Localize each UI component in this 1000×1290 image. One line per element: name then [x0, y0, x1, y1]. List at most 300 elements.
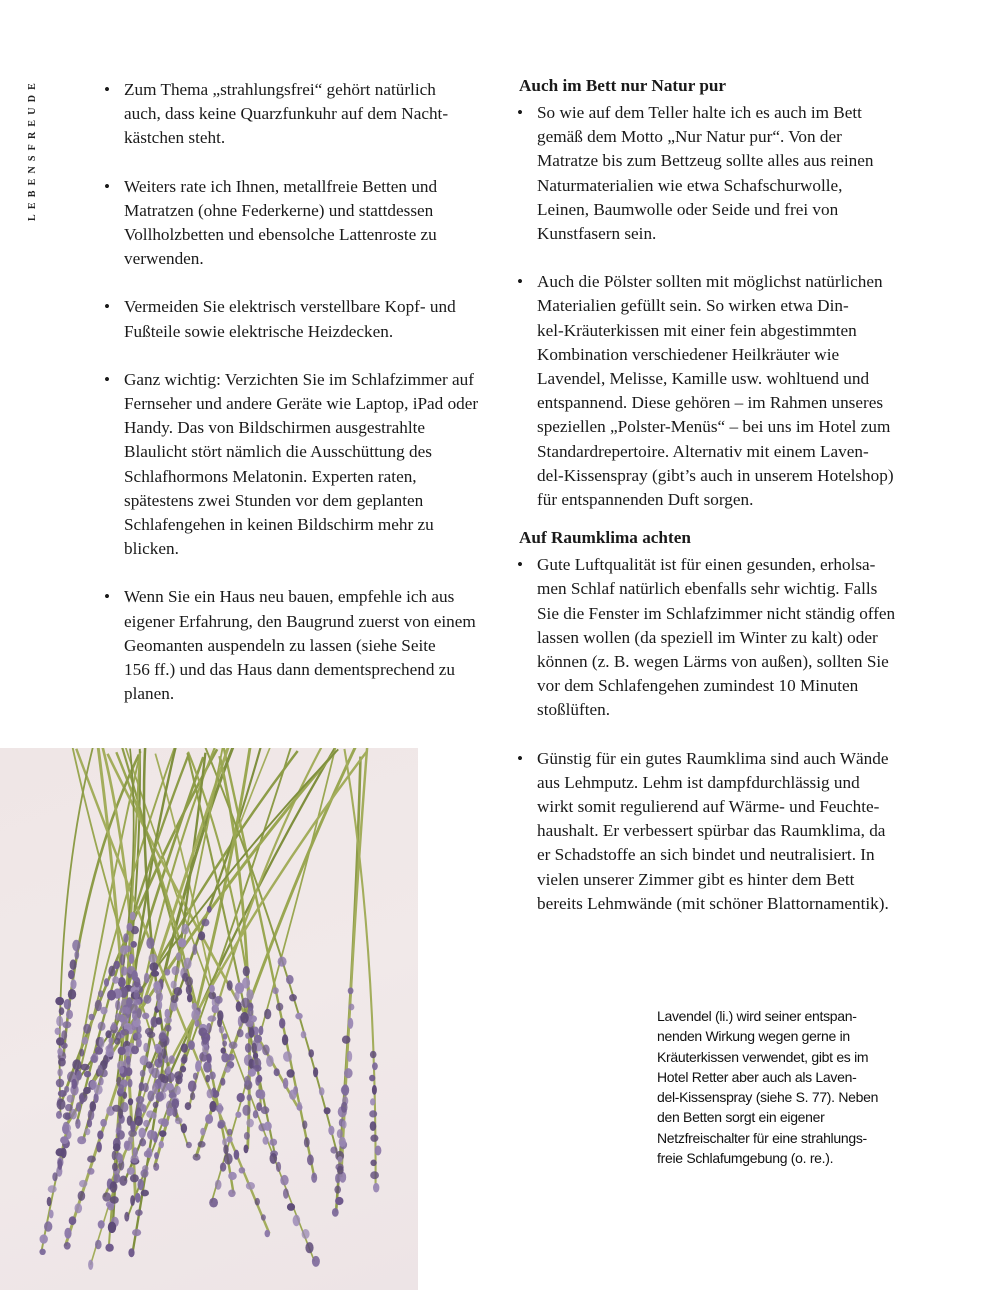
lavender-bud — [159, 1130, 166, 1137]
lavender-bud — [124, 1212, 129, 1222]
list-item-text: So wie auf dem Teller halte ich es auch im Bett gemäß dem Motto „Nur Natur pur“. Von der Matratze bis zum Bettzeug sollte alles aus reinen Naturmaterialien wie etwa Schafschurwolle, Leinen, Baumwolle oder Seide und frei von Kunstfasern sein. — [537, 103, 874, 244]
lavender-bud — [201, 919, 209, 927]
lavender-bud — [152, 1112, 157, 1119]
lavender-bud — [174, 1086, 181, 1095]
lavender-bud — [90, 1055, 97, 1063]
lavender-bud — [176, 952, 181, 961]
lavender-bud — [223, 1145, 228, 1155]
list-item — [513, 101, 913, 246]
lavender-bud — [253, 1110, 259, 1118]
right-column — [513, 74, 913, 940]
lavender-bud — [182, 1054, 188, 1063]
lavender-bud — [302, 1229, 310, 1239]
lavender-bud — [293, 1215, 301, 1226]
lavender-bud — [87, 1156, 96, 1163]
lavender-bud — [154, 1152, 159, 1159]
lavender-bud — [311, 1173, 317, 1183]
lavender-bud — [55, 1028, 61, 1035]
lavender-bud — [262, 1045, 270, 1056]
lavender-bud — [191, 1009, 199, 1020]
lavender-bud — [110, 1181, 118, 1192]
lavender-bud — [98, 990, 103, 997]
lavender-bud — [272, 987, 278, 994]
lavender-bud — [172, 966, 180, 975]
lavender-bud — [49, 1210, 54, 1219]
lavender-bud — [139, 1138, 146, 1146]
lavender-bud — [143, 995, 151, 1004]
bullet-icon: • — [517, 103, 524, 122]
lavender-bud — [142, 1013, 149, 1020]
lavender-bud — [146, 1061, 153, 1068]
lavender-bud — [145, 1028, 153, 1035]
lavender-bud — [48, 1185, 57, 1193]
lavender-bud — [304, 1137, 310, 1147]
lavender-bud — [134, 999, 141, 1006]
lavender-bud — [118, 1047, 126, 1055]
lavender-bud — [116, 1122, 121, 1133]
lavender-bud — [110, 1196, 119, 1204]
lavender-bud — [220, 1162, 226, 1171]
lavender-bud — [56, 1037, 64, 1045]
lavender-bud — [370, 1121, 377, 1131]
bullet-icon: • — [104, 80, 111, 99]
lavender-bud — [217, 1010, 223, 1021]
lavender-bud — [246, 1119, 254, 1128]
lavender-bud — [57, 1099, 66, 1110]
lavender-bud — [128, 1130, 137, 1137]
lavender-bud — [224, 1153, 233, 1164]
lavender-bud — [82, 1037, 88, 1045]
lavender-bud — [74, 951, 79, 960]
lavender-bud — [112, 976, 119, 983]
lavender-bud — [337, 1166, 344, 1175]
lavender-bud — [60, 1136, 69, 1144]
lavender-bud — [135, 1116, 143, 1126]
lavender-bud — [289, 994, 297, 1001]
lavender-bud — [72, 940, 80, 951]
lavender-bud — [56, 1148, 65, 1156]
lavender-bud — [289, 1090, 297, 1100]
lavender-bud — [149, 962, 158, 971]
lavender-bud — [175, 1117, 183, 1124]
lavender-bud — [121, 966, 128, 975]
lavender-bud — [207, 1053, 212, 1063]
lavender-bud — [264, 1122, 272, 1131]
lavender-bud — [241, 998, 250, 1008]
lavender-bud — [112, 1163, 118, 1171]
lavender-bud — [142, 1104, 147, 1113]
lavender-bud — [83, 1024, 91, 1034]
lavender-bud — [96, 1142, 102, 1153]
lavender-bud — [89, 1014, 95, 1021]
lavender-bud — [370, 1171, 379, 1179]
lavender-bud — [58, 1090, 67, 1097]
lavender-bud — [220, 1078, 225, 1086]
lavender-bud — [120, 954, 125, 966]
lavender-bud — [126, 997, 133, 1007]
lavender-bud — [140, 1070, 146, 1077]
list-item-text: Weiters rate ich Ihnen, metallfreie Betten und Matratzen (ohne Federkerne) und stattdessen Vollholzbetten und ebensolche Lattenroste zu verwenden. — [124, 176, 438, 269]
lavender-bud — [165, 1009, 171, 1019]
lavender-bud — [75, 1203, 83, 1213]
lavender-bud — [141, 1169, 149, 1178]
lavender-bud — [47, 1197, 52, 1206]
lavender-bud — [192, 1003, 197, 1010]
lavender-bud — [339, 1137, 346, 1147]
lavender-bud — [307, 1154, 314, 1165]
lavender-bud — [90, 1080, 97, 1089]
lavender-bud — [209, 1072, 216, 1080]
lavender-bud — [229, 1042, 238, 1049]
lavender-bud — [123, 933, 129, 942]
lavender-bud — [165, 1025, 171, 1032]
lavender-bud — [113, 1143, 121, 1151]
lavender-bud — [153, 1102, 159, 1108]
lavender-bud — [126, 1055, 131, 1065]
lavender-bud — [64, 999, 71, 1010]
lavender-bud — [159, 1141, 164, 1148]
lavender-bud — [141, 1190, 149, 1197]
lavender-bud — [144, 1150, 151, 1157]
lavender-bud — [244, 1076, 250, 1086]
lavender-bud — [276, 1162, 281, 1172]
lavender-bud — [258, 1090, 265, 1100]
lavender-bud — [57, 1069, 62, 1077]
left-column — [100, 78, 496, 730]
lavender-bud — [71, 1079, 77, 1089]
lavender-bud — [120, 1007, 128, 1014]
list-item-text: Vermeiden Sie elektrisch verstellbare Kopf- und Fußteile sowie elektrische Heizdecken. — [124, 297, 456, 341]
lavender-bud — [139, 1082, 145, 1091]
lavender-bud — [171, 995, 179, 1003]
lavender-bud — [348, 987, 354, 994]
lavender-bud — [102, 1192, 111, 1201]
lavender-bud — [178, 938, 186, 947]
lavender-bud — [270, 1139, 278, 1146]
side-section-label-text: LEBENSFREUDE — [26, 78, 38, 221]
lavender-bud — [375, 1146, 382, 1156]
lavender-bud — [107, 1204, 114, 1211]
lavender-bud — [151, 1068, 159, 1078]
lavender-bud — [237, 1093, 245, 1102]
lavender-bud — [235, 982, 244, 993]
lavender-bud — [228, 1172, 237, 1180]
lavender-bud — [133, 1032, 142, 1040]
lavender-bud — [105, 1030, 111, 1038]
lavender-bud — [156, 1017, 163, 1025]
lavender-bud — [228, 1190, 236, 1198]
lavender-bud — [265, 1230, 271, 1237]
lavender-bud — [87, 1168, 94, 1175]
left-bullet-list — [100, 78, 496, 706]
lavender-bud — [84, 1071, 91, 1078]
lavender-bud — [97, 1065, 102, 1076]
lavender-bud — [125, 1141, 133, 1151]
lavender-bud — [137, 1008, 142, 1018]
lavender-bud — [247, 1094, 252, 1101]
bullet-icon: • — [104, 587, 111, 607]
lavender-bud — [213, 1006, 219, 1013]
lavender-bud — [251, 1043, 257, 1054]
lavender-bud — [242, 1105, 250, 1116]
lavender-bud — [270, 1153, 278, 1164]
lavender-bud — [330, 1147, 337, 1154]
lavender-bud — [153, 1163, 159, 1171]
lavender-bud — [97, 1130, 103, 1139]
lavender-bud — [132, 1229, 141, 1236]
lavender-bud — [68, 970, 75, 979]
lavender-bud — [264, 1009, 271, 1020]
lavender-bud — [52, 1172, 57, 1181]
lavender-bud — [132, 970, 138, 981]
lavender-bud — [207, 1089, 214, 1099]
lavender-bud — [166, 1083, 174, 1091]
lavender-bud — [335, 1197, 343, 1205]
lavender-bud — [369, 1075, 375, 1082]
lavender-bud — [286, 975, 294, 984]
lavender-bud — [39, 1249, 45, 1255]
lavender-bud — [85, 1128, 91, 1135]
lavender-bud — [194, 1020, 199, 1027]
lavender-bud — [131, 1155, 139, 1164]
lavender-bud — [370, 1051, 377, 1059]
lavender-bud — [70, 959, 77, 970]
lavender-bud — [100, 1119, 107, 1127]
lavender-bud — [276, 1003, 283, 1011]
lavender-bud — [114, 1038, 120, 1045]
lavender-bud — [111, 1022, 116, 1030]
lavender-bud — [77, 1136, 86, 1144]
lavender-bud — [56, 1079, 64, 1088]
lavender-bud — [119, 1014, 125, 1023]
lavender-bud — [302, 1120, 307, 1129]
lavender-bud — [198, 1141, 206, 1148]
lavender-bud — [182, 973, 189, 982]
lavender-bud — [244, 1145, 249, 1154]
lavender-bud — [128, 1098, 133, 1105]
lavender-bud — [370, 1135, 378, 1142]
lavender-bud — [139, 1128, 146, 1139]
lavender-bud — [149, 954, 158, 963]
lavender-bud — [235, 1112, 241, 1118]
section-heading-natur: Auch im Bett nur Natur pur — [519, 76, 727, 95]
lavender-bud — [348, 1004, 354, 1011]
lavender-bud — [120, 945, 128, 954]
lavender-bud — [372, 1062, 378, 1070]
lavender-bud — [253, 1058, 262, 1069]
lavender-bud — [369, 1110, 377, 1117]
lavender-bud — [192, 944, 197, 955]
list-item-text: Wenn Sie ein Haus neu bauen, empfehle ich aus eigener Erfahrung, den Baugrund zuerst von einem Geomanten auspendeln zu lassen (siehe Seite 156 ff.) und das Haus dann dementsprechend zu planen. — [124, 587, 476, 704]
lavender-bud — [193, 1154, 201, 1161]
lavender-bud — [203, 1061, 211, 1072]
lavender-bud — [75, 1119, 80, 1129]
lavender-bud — [56, 1016, 63, 1027]
list-item-text: Günstig für ein gutes Raumklima sind auch Wände aus Lehmputz. Lehm ist dampfdurchlässig und wirkt somit regulierend auf Wärme- und Feuchte- haushalt. Er verbessert spürbar das Raumklima, da er Schadstoffe an sich bindet und neutralisiert. In vielen unserer Zimmer gibt es hinter dem Bett bereits Lehmwände (mit schöner Blattornamentik). — [537, 748, 889, 913]
lavender-bud — [76, 1102, 81, 1112]
lavender-bud — [278, 957, 287, 967]
list-item — [100, 585, 496, 706]
lavender-bud — [128, 1248, 134, 1257]
lavender-bud — [259, 1026, 264, 1035]
lavender-bud — [119, 1066, 124, 1074]
lavender-bud — [261, 1214, 266, 1220]
lavender-bud — [188, 1081, 197, 1092]
lavender-bud — [207, 906, 212, 913]
lavender-bud — [254, 1035, 262, 1043]
lavender-bud — [136, 1096, 145, 1104]
lavender-bud — [370, 1098, 375, 1105]
lavender-bud — [180, 1066, 186, 1073]
lavender-bud — [104, 978, 109, 987]
lavender-bud — [154, 985, 162, 994]
lavender-bud — [40, 1234, 48, 1243]
list-item-text: Zum Thema „strahlungsfrei“ gehört natürlich auch, dass keine Quarzfunkuhr auf dem Nacht- kästchen steht. — [124, 80, 449, 148]
lavender-bud — [112, 1105, 121, 1112]
lavender-bud — [95, 1240, 102, 1250]
lavender-bud — [341, 1102, 348, 1113]
lavender-bud — [144, 973, 150, 984]
lavender-bud — [76, 1071, 82, 1081]
lavender-bud — [64, 1242, 71, 1250]
lavender-bud — [88, 1260, 93, 1270]
list-item — [100, 368, 496, 562]
lavender-bud — [79, 1049, 84, 1057]
lavender-bud — [119, 1176, 127, 1186]
lavender-bud — [67, 1095, 74, 1103]
lavender-bud — [72, 1059, 81, 1070]
raumklima-bullet-list — [513, 553, 913, 916]
lavender-bud — [157, 1000, 162, 1010]
lavender-bud — [227, 1129, 232, 1136]
lavender-bud — [245, 1043, 251, 1053]
list-item — [513, 553, 913, 722]
lavender-bud — [151, 970, 159, 976]
lavender-bud — [221, 1047, 226, 1053]
lavender-bud — [147, 1130, 156, 1140]
lavender-bud — [55, 997, 64, 1005]
lavender-bud — [171, 981, 177, 989]
lavender-bud — [98, 1220, 105, 1229]
lavender-bud — [164, 969, 170, 976]
lavender-bud — [218, 1120, 226, 1128]
lavender-bud — [109, 1037, 114, 1044]
bullet-icon: • — [104, 176, 111, 196]
list-item — [100, 295, 496, 343]
lavender-bud — [78, 1191, 86, 1201]
lavender-bud — [209, 1198, 218, 1208]
lavender-bud — [172, 1099, 180, 1109]
lavender-bud — [130, 1195, 135, 1206]
lavender-bud — [83, 1087, 91, 1094]
lavender-bud — [263, 1136, 269, 1145]
lavender-bud — [161, 1118, 169, 1127]
lavender-bud — [324, 1107, 331, 1114]
lavender-bud — [347, 1051, 352, 1062]
lavender-bud — [143, 1043, 148, 1053]
lavender-bud — [188, 1040, 195, 1050]
lavender-bud — [312, 1256, 320, 1267]
lavender-bud — [98, 1022, 106, 1031]
lavender-bud — [198, 931, 205, 940]
lavender-bud — [184, 958, 192, 969]
lavender-stem — [196, 748, 357, 1157]
lavender-bud — [130, 941, 137, 948]
lavender-bud — [282, 1034, 288, 1045]
lavender-bud — [181, 1043, 188, 1052]
lavender-bud — [223, 1033, 228, 1040]
lavender-bud — [128, 1079, 133, 1088]
lavender-bud — [208, 1015, 217, 1021]
lavender-bud — [62, 1021, 71, 1028]
lavender-bud — [205, 1075, 210, 1083]
lavender-bud — [274, 1068, 280, 1076]
lavender-bud — [305, 1242, 313, 1253]
lavender-bud — [255, 1198, 260, 1206]
lavender-bud — [328, 1126, 334, 1136]
lavender-bud — [222, 1040, 227, 1046]
lavender-bud — [186, 1142, 192, 1148]
lavender-bud — [107, 990, 116, 1001]
lavender-bud — [44, 1221, 52, 1231]
list-item — [513, 747, 913, 916]
lavender-bud — [301, 1031, 307, 1038]
lavender-bud — [143, 1120, 150, 1127]
lavender-bud — [244, 1132, 250, 1140]
side-section-label — [18, 78, 46, 268]
photo-caption: Lavendel (li.) wird seiner entspan- nenden Wirkung wegen gerne in Kräuterkissen verwendet, gibt es im Hotel Retter aber auch als Laven- del-Kissenspray (siehe S. 77). Neben den Betten sorgt ein eigener Netzfreischalter für eine strahlungs- freie Schlafumgebung (o. re.). — [657, 1008, 879, 1167]
list-item — [100, 78, 496, 151]
lavender-bud — [114, 961, 120, 970]
lavender-bud — [236, 1001, 242, 1012]
lavender-bud — [69, 1216, 77, 1225]
lavender-bud — [227, 980, 233, 990]
lavender-bud — [205, 1114, 213, 1124]
lavender-bud — [283, 1051, 292, 1062]
lavender-bud — [79, 1180, 87, 1187]
lavender-bud — [138, 1179, 144, 1190]
lavender-photo — [0, 748, 418, 1290]
lavender-bud — [127, 923, 133, 932]
lavender-bud — [202, 1044, 209, 1055]
lavender-bud — [319, 1087, 325, 1095]
lavender-bud — [190, 1092, 195, 1100]
lavender-bud — [297, 1102, 302, 1111]
lavender-bud — [115, 1000, 120, 1010]
lavender-bud — [342, 1120, 347, 1128]
list-item-text: Auch die Pölster sollten mit möglichst natürlichen Materialien gefüllt sein. So wirken etwa Din- kel-Kräuterkissen mit einer fein abgestimmten Kombination verschiedener Heilkräuter wie Lavendel, Melisse, Kamille usw. wohltuend und entspannend. Diese gehören – im Rahmen unseres speziellen „Polster-Menüs“ – bei uns im Hotel zum Standardrepertoire. Alternativ mit einem Laven- del-Kissenspray (gibt’s auch in unserem Hotelshop) für entspannenden Duft sorgen. — [537, 272, 894, 510]
lavender-bud — [108, 1222, 116, 1233]
lavender-bud — [227, 1054, 234, 1061]
lavender-bud — [266, 1055, 274, 1067]
lavender-bud — [308, 1049, 314, 1057]
lavender-bud — [59, 1007, 65, 1015]
lavender-bud — [130, 912, 136, 921]
lavender-bud — [68, 989, 76, 1000]
lavender-bud — [99, 1077, 104, 1085]
lavender-bud — [342, 1036, 351, 1044]
lavender-bud — [370, 1160, 376, 1167]
lavender-bud — [348, 1018, 354, 1029]
lavender-bud — [58, 1058, 66, 1067]
lavender-bud — [372, 1085, 377, 1095]
lavender-bud — [240, 1012, 249, 1023]
lavender-bud — [121, 1029, 129, 1036]
lavender-bud — [295, 1013, 302, 1020]
lavender-bud — [99, 1037, 105, 1048]
lavender-bud — [257, 1075, 263, 1083]
lavender-bud — [127, 1167, 135, 1175]
